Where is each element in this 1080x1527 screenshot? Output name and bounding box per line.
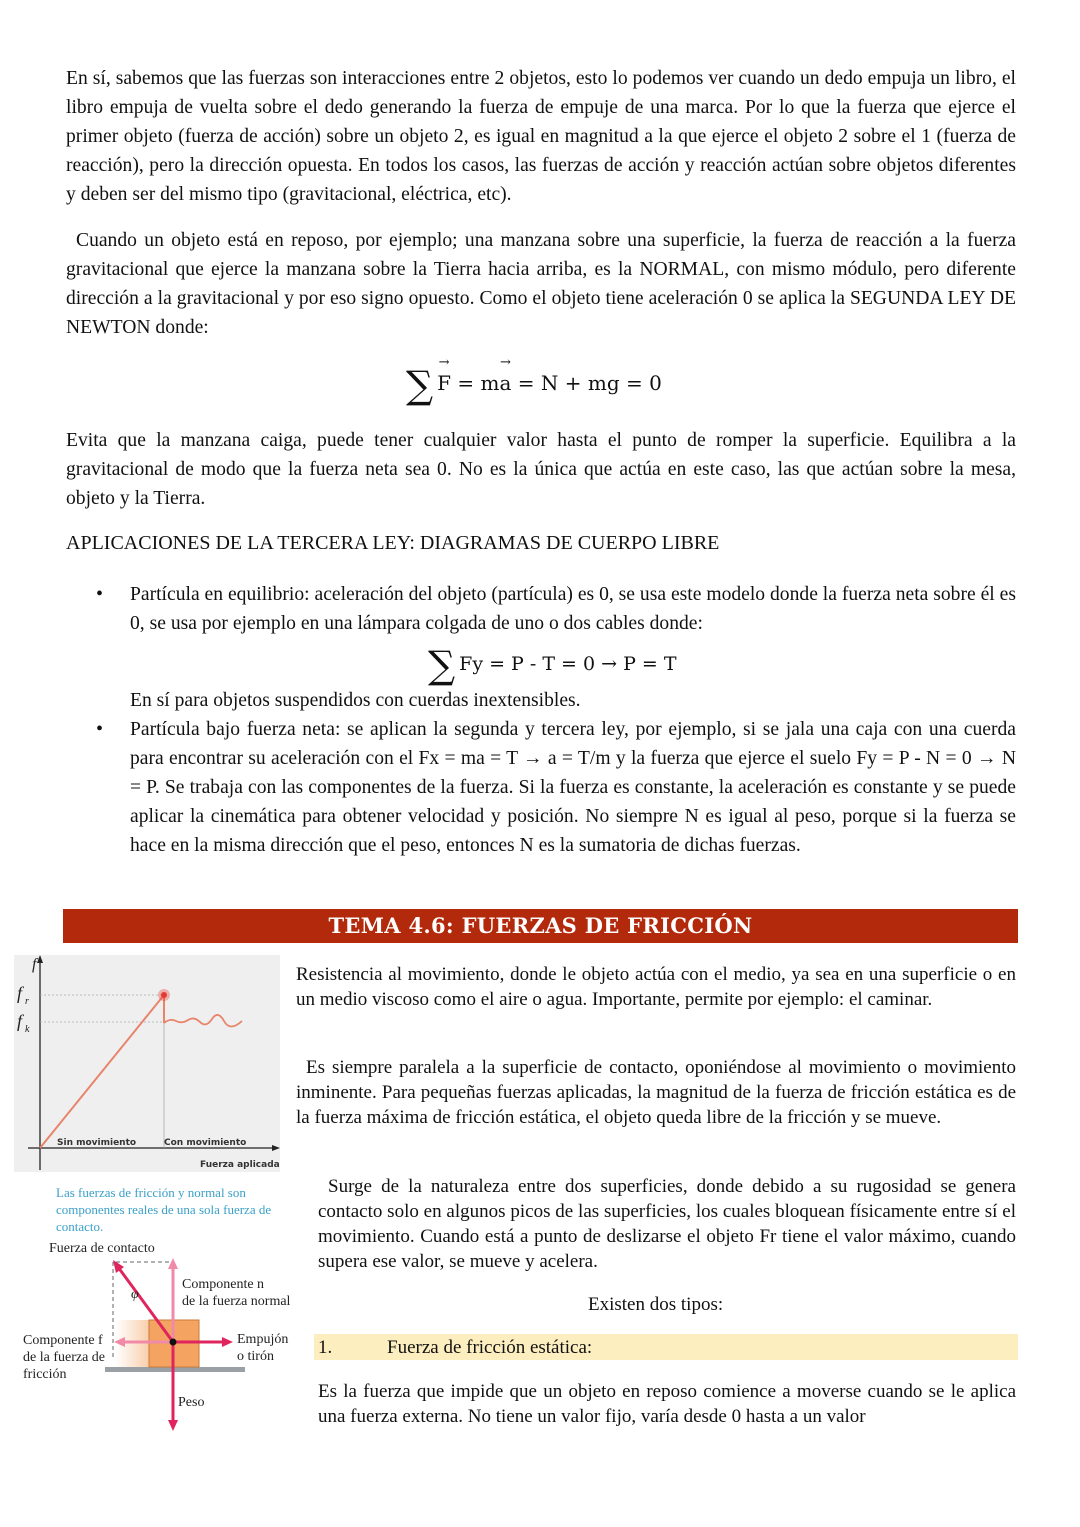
bullet-text: Partícula en equilibrio: aceleración del objeto (partícula) es 0, se usa este modelo donde la fuerza neta sobre él es 0, se usa por ejemplo en una lámpara colgada de uno o dos cables donde: — [130, 584, 1016, 634]
label-fuerza-contacto: Fuerza de contacto — [49, 1241, 155, 1256]
bullet-after-equation: En sí para objetos suspendidos con cuerdas inextensibles. — [130, 690, 581, 711]
section-banner-friction: TEMA 4.6: FUERZAS DE FRICCIÓN — [63, 909, 1018, 943]
label-o-tiron: o tirón — [237, 1349, 274, 1364]
paragraph-friction-origin: Surge de la naturaleza entre dos superficies, donde debido a su rugosidad se genera contacto solo en algunos picos de las superficies, los cuales bloquean físicamente entre sí el movimiento. Cuando está a punto de deslizarse el objeto Fr tiene el valor máximo, cuando supera ese valor, se mueve y acelera. — [318, 1176, 1016, 1272]
sigma-symbol: ∑ — [428, 643, 456, 687]
axis-label-fuerza-aplicada: Fuerza aplicada — [200, 1160, 280, 1170]
paragraph-normal-force: Cuando un objeto está en reposo, por ejemplo; una manzana sobre una superficie, la fuerza de reacción a la fuerza gravitacional que ejerce la manzana sobre la Tierra hacia arriba, es la NORMAL, con mismo módulo, pero diferente dirección a la gravitacional y por eso signo opuesto. Como el objeto tiene aceleración 0 se aplica la SEGUNDA LEY DE NEWTON donde: — [66, 230, 1016, 338]
section-heading-free-body: APLICACIONES DE LA TERCERA LEY: DIAGRAMAS DE CUERPO LIBRE — [66, 532, 720, 554]
label-componente-n: Componente n — [182, 1277, 265, 1292]
diagram-caption: Las fuerzas de fricción y normal son componentes reales de una sola fuerza de contacto. — [56, 1185, 272, 1234]
vector-a: a → — [499, 371, 511, 395]
list-number-1: 1. — [318, 1337, 333, 1358]
label-componente-f: Componente f — [23, 1333, 103, 1348]
angle-phi-symbol: φ — [131, 1287, 139, 1302]
label-peso: Peso — [178, 1395, 205, 1410]
bullet-marker: • — [96, 583, 104, 605]
axis-label-f: f — [32, 956, 37, 973]
bullet-list — [96, 580, 1016, 860]
paragraph-friction-resistance: Resistencia al movimiento, donde le objeto actúa con el medio, ya sea en una superficie o en un medio viscoso como el aire o agua. Importante, permite por ejemplo: el caminar. — [296, 964, 1016, 1010]
vector-f: F → — [437, 371, 451, 395]
bullet-marker: • — [96, 718, 104, 740]
bullet-net-force — [96, 715, 1016, 860]
label-fuerza-normal: de la fuerza normal — [182, 1294, 291, 1309]
friction-graph-svg — [14, 955, 280, 1172]
paragraph-static-friction-def: Es la fuerza que impide que un objeto en reposo comience a moverse cuando se le aplica una fuerza externa. No tiene un valor fijo, varía desde 0 hasta a un valor — [318, 1381, 1016, 1427]
label-con-movimiento: Con movimiento — [164, 1138, 247, 1148]
label-static-friction: Fuerza de fricción estática: — [387, 1337, 593, 1358]
friction-graph — [14, 955, 280, 1172]
label-fr-sub: r — [25, 996, 29, 1007]
equation-text: Fy = P - T = 0 → P = T — [459, 653, 677, 675]
bullet-text: Partícula bajo fuerza neta: se aplican la segunda y tercera ley, por ejemplo, si se jala una caja con una cuerda para encontrar su aceleración con el Fx = ma = T → a = T/m y la fuerza que ejerce el suelo Fy = P - N = 0 → N = P. Se trabaja con las componentes de la fuerza. Si la fuerza es constante, la aceleración es constante y se puede aplicar la cinemática para obtener velocidad y posición. No siempre N es igual al peso, porque si la fuerza se hace en la misma dirección que el peso, entonces N es la sumatoria de dichas fuerzas. — [130, 719, 1016, 856]
paragraph-friction-parallel: Es siempre paralela a la superficie de contacto, oponiéndose al movimiento o movimiento inminente. Para pequeñas fuerzas aplicadas, la magnitud de la fuerza de fricción estática es de la fuerza máxima de fricción estática, el objeto queda libre de la fricción y se mueve. — [296, 1057, 1016, 1128]
equation-part: = m — [451, 371, 500, 395]
label-fr: f — [17, 983, 23, 1003]
label-fk-sub: k — [25, 1024, 30, 1035]
label-empujon: Empujón — [237, 1332, 289, 1347]
label-sin-movimiento: Sin movimiento — [57, 1138, 137, 1148]
paragraph-normal-explanation: Evita que la manzana caiga, puede tener cualquier valor hasta el punto de romper la superficie. Equilibra a la gravitacional de modo que la fuerza neta sea 0. No es la única que actúa en este caso, las que actúan sobre la mesa, objeto y la Tierra. — [66, 430, 1016, 509]
label-fuerza-de: de la fuerza de — [23, 1350, 105, 1365]
sigma-symbol: ∑ — [406, 363, 434, 407]
equation-equilibrium — [428, 643, 677, 687]
text-two-types: Existen dos tipos: — [588, 1294, 724, 1315]
equation-part: = N + mg = 0 — [511, 371, 662, 395]
paragraph-action-reaction: En sí, sabemos que las fuerzas son interacciones entre 2 objetos, esto lo podemos ver cuando un dedo empuja un libro, el libro empuja de vuelta sobre el dedo generando la fuerza de empuje de una marca. Por lo que la fuerza que ejerce el primer objeto (fuerza de acción) sobre un objeto 2, es igual en magnitud a la que ejerce el objeto 2 sobre el 1 (fuerza de reacción), pero la dirección opuesta. En todos los casos, las fuerzas de acción y reacción actúan sobre objetos diferentes y deben ser del mismo tipo (gravitacional, eléctrica, etc). — [66, 68, 1016, 205]
label-fk: f — [17, 1011, 23, 1031]
label-friccion: fricción — [23, 1367, 67, 1382]
equation-newton-second-law — [406, 363, 662, 407]
